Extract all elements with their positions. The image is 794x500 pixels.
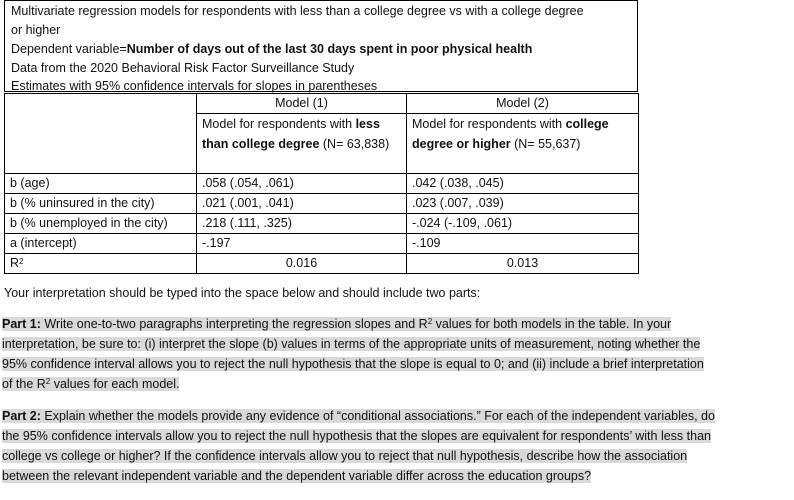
- model1-r-squared: 0.016: [197, 254, 407, 274]
- table-row: [5, 234, 639, 254]
- dependent-variable-prefix: Dependent variable=: [11, 42, 127, 56]
- model2-value: .023 (.007, .039): [407, 194, 639, 214]
- row-label: b (age): [5, 174, 197, 194]
- part2-line2: the 95% confidence intervals allow you to reject the null hypothesis that the slopes are equivalent for respondents’ with less than: [2, 429, 711, 443]
- row-label: b (% uninsured in the city): [5, 194, 197, 214]
- model1-value: .218 (.111, .325): [197, 214, 407, 234]
- estimates-note-line: Estimates with 95% confidence intervals for slopes in parentheses: [11, 79, 378, 93]
- part1-line1: Part 1: Write one-to-two paragraphs interpreting the regression slopes and $R^2$ values for both models in the table. In your: [2, 317, 672, 331]
- model2-value: -.109: [407, 234, 639, 254]
- model2-label: Model (2): [407, 94, 639, 114]
- model2-value: -.024 (-.109, .061): [407, 214, 639, 234]
- part1-line2: interpretation, be sure to: (i) interpret the slope (b) values in terms of the appropriate units of measurement, noting whether the: [2, 337, 701, 351]
- part1-title: Part 1:: [2, 317, 41, 331]
- dependent-variable-name: Number of days out of the last 30 days spent in poor physical health: [126, 42, 533, 56]
- r-squared-row: [5, 254, 639, 274]
- table-row: [5, 214, 639, 234]
- part2-title: Part 2:: [2, 409, 41, 423]
- table-row: [5, 194, 639, 214]
- regression-table: [4, 93, 639, 274]
- part2-line3: college vs college or higher? If the confidence intervals allow you to reject that null hypothesis, describe how the association: [2, 449, 688, 463]
- model-description-row: [5, 114, 639, 174]
- stub-cell: [5, 94, 197, 114]
- data-source-line: Data from the 2020 Behavioral Risk Factor Surveillance Study: [11, 61, 355, 75]
- instructions-intro: Your interpretation should be typed into the space below and should include two parts:: [4, 286, 481, 300]
- dependent-variable-line: [11, 42, 532, 56]
- table-row: [5, 174, 639, 194]
- part1-line4: of the $R^2$ values for each model.: [2, 377, 180, 391]
- table-title-line2: or higher: [11, 23, 61, 37]
- model1-value: .021 (.001, .041): [197, 194, 407, 214]
- model-header-row: [5, 94, 639, 114]
- model1-value: -.197: [197, 234, 407, 254]
- part1-line3: 95% confidence interval allows you to reject the null hypothesis that the slope is equal to 0; and (ii) include a brief interpretation: [2, 357, 704, 371]
- part2-line1: Part 2: Explain whether the models provide any evidence of “conditional associations.” For each of the independent variables, do: [2, 409, 715, 423]
- model1-value: .058 (.054, .061): [197, 174, 407, 194]
- row-label: a (intercept): [5, 234, 197, 254]
- model1-label: Model (1): [197, 94, 407, 114]
- model1-description: Model for respondents with less than college degree (N= 63,838): [197, 114, 407, 174]
- stub-cell: [5, 114, 197, 174]
- part2-line4: between the relevant independent variable and the dependent variable differ across the education groups?: [2, 469, 592, 483]
- row-label: b (% unemployed in the city): [5, 214, 197, 234]
- model2-value: .042 (.038, .045): [407, 174, 639, 194]
- table-title-line1: Multivariate regression models for respondents with less than a college degree vs with a college degree: [11, 4, 584, 18]
- model2-description: Model for respondents with college degree or higher (N= 55,637): [407, 114, 639, 174]
- table-header-box: [4, 0, 638, 92]
- r-squared-label: $R^2$: [5, 254, 197, 274]
- model2-r-squared: 0.013: [407, 254, 639, 274]
